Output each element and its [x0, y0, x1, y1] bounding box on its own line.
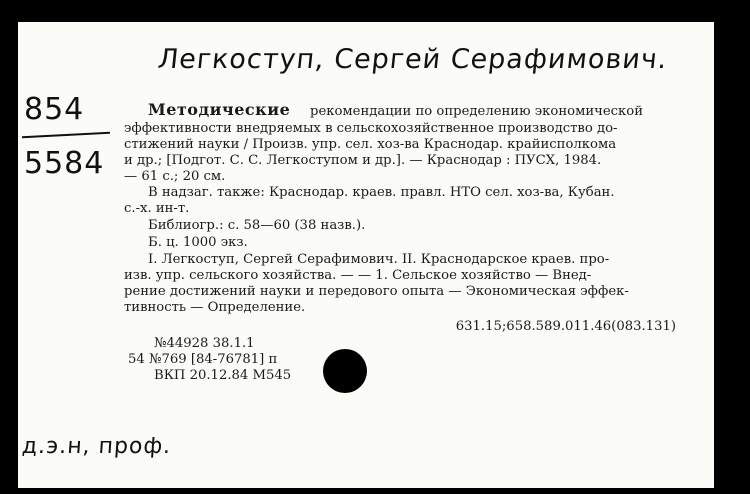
entry-line: тивность — Определение.	[124, 300, 306, 315]
handwritten-note: д.э.н, проф.	[21, 434, 173, 459]
entry-line: и др.; [Подгот. С. С. Легкоступом и др.]. — Краснодар : ПУСХ, 1984.	[124, 153, 602, 168]
call-number-divider	[22, 132, 110, 139]
catalog-card	[18, 22, 714, 488]
entry-line: — 61 с.; 20 см.	[124, 169, 226, 184]
entry-line: рение достижений науки и передового опыта — Экономическая эффек-	[124, 284, 629, 299]
udc-index: 631.15;658.589.011.46(083.131)	[455, 319, 676, 334]
title-word: Методические	[148, 100, 291, 119]
card-punch-hole	[323, 349, 367, 393]
entry-line: В надзаг. также: Краснодар. краев. правл. НТО сел. хоз-ва, Кубан.	[148, 185, 615, 200]
register-line: ВКП 20.12.84 М545	[154, 368, 292, 383]
register-line: №44928 38.1.1	[154, 336, 255, 351]
entry-line: Библиогр.: с. 58—60 (38 назв.).	[148, 218, 366, 233]
entry-line: стижений науки / Произв. упр. сел. хоз-ва Краснодар. крайисполкома	[124, 137, 617, 152]
call-number-top: 854	[24, 92, 85, 127]
handwritten-author-name: Легкоступ, Сергей Серафимович.	[156, 44, 670, 75]
entry-line: I. Легкоступ, Сергей Серафимович. II. Краснодарское краев. про-	[148, 252, 610, 267]
entry-line: изв. упр. сельского хозяйства. — — 1. Сельское хозяйство — Внед-	[124, 268, 592, 283]
entry-line: с.-х. ин-т.	[124, 201, 190, 216]
entry-line: эффективности внедряемых в сельскохозяйственное производство до-	[124, 121, 618, 136]
entry-line: Б. ц. 1000 экз.	[148, 235, 248, 250]
call-number-bottom: 5584	[24, 146, 105, 181]
register-line: 54 №769 [84-76781] п	[128, 352, 278, 367]
entry-line: рекомендации по определению экономической	[310, 104, 643, 119]
